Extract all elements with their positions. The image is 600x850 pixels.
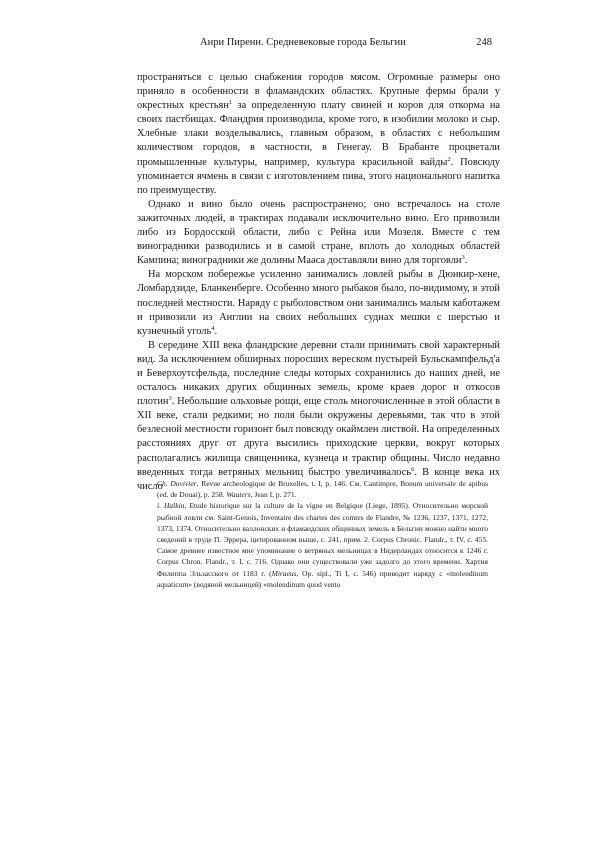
footnote-marker[interactable]: 1 [228,99,233,107]
page-number: 248 [476,37,492,48]
footnotes [157,478,488,590]
paragraph: На морском побережье усиленно занимались ловлей рыбы в Дюнкир-хене, Ломбардзиде, Бланкенберге. Особенно много рыбаков было, по-видимому, в этой последней местности. Наряду с рыболовством они занимались малым каботажем и привозили из Англии на своих небольших суднах мешки с шерстью и кузнечный уголь$^4$. [137,269,500,337]
paragraph: В середине XIII века фландрские деревни стали принимать свой характерный вид. За исключением обширных поросших вереском пустырей Бульскампфельд'а и Беверхоутсфельда, последние следы которых сохранились до наших дней, не осталось никаких других общинных земель, кроме краев дорог и откосов плотин$^3$. Небольшие ольховые рощи, еще столь многочисленные в этой области в XII веке, стали редкими; но поля были окружены деревьями, так что в этой безлесной местности горизонт был повсюду окаймлен листвой. На определенных расстояниях друг от друга высились приходские церкви, вокруг которых располагались жилища священника, кузнеца и трактир общины. Число недавно введенных тогда ветряных мельниц быстро увеличивалось$^6$. В конце века их число [137,339,500,492]
paragraph: Однако и вино было очень распространено; оно встречалось на столе зажиточных людей, в трактирах подавали исключительно вино. Его привозили либо из Бордосской области, либо с Рейна или Мозеля. Вместе с тем виноградники разводились и в самой стране, вплоть до холодных областей Кампина; виноградники же долины Мааса доставляли вино для торговли$^3$. [137,198,500,267]
running-title: Анри Пиренн. Средневековые города Бельгии [200,37,406,48]
footnote: i. Halkin, Etude historique sur la culture de la vigne en Belgique (Liege, 1895). Относительно морской рыбной ловли см. Saint-Genois, Inventaire des chartes des comtes de Flandre, № 1236, 1237, 1371, 1272, 1373, 1374. Относительно валлонских и фламандских общинных земель в Бельгии можно найти много сведений в труде П. Эррера, цитированном выше, с. 241, прим. 2. Corpus Chronic. Flandr., т. IV, с. 455. Самое древнее известное мне упоминание о ветряных мельницах в Нидерландах относится к 1246 г. Corpus Chron. Flandr., т. I, с. 716. Однако они существовали уже задолго до этого времени. Хартия Филиппа Эльзасского от 1183 г. (Miraeus, Op. sipl., Ti I, с. 546) приводит наряду с «molendinum aquaticum» (водяной мельницей) «molendinum quod vento [157,501,488,589]
footnote-marker[interactable]: 4 [211,324,215,332]
footnote-marker[interactable]: 3 [461,254,465,262]
footnote: Ch. Duvivier, Revue archeologique de Bruxelles, t. I, p. 146. См. Cantimpre, Bonum universale de apibus (ed. de Douai), p. 258. Wauters, Jean I, p. 271. [157,479,488,500]
footnote-marker[interactable]: 3 [168,395,172,403]
main-text [137,71,500,494]
paragraph: пространяться с целью снабжения городов мясом. Огромные размеры оно приняло в особенности в фламандских областях. Крупные фермы брали у окрестных крестьян$^1$ за определенную плату свиней и коров для откорма на своих пастбищах. Фландрия производила, кроме того, в изобилии молоко и сыр. Хлебные злаки возделывались, главным образом, в областях с небольшим количеством городов, в частности, в Генегау. В Брабанте процветали промышленные культуры, например, культура красильной вайды$^2$. Повсюду упоминается ячмень в связи с изготовлением пива, этого национального напитка по преимуществу. [137,72,501,196]
footnote-marker[interactable]: 2 [447,155,451,163]
footnote-marker[interactable]: 6 [411,465,415,473]
